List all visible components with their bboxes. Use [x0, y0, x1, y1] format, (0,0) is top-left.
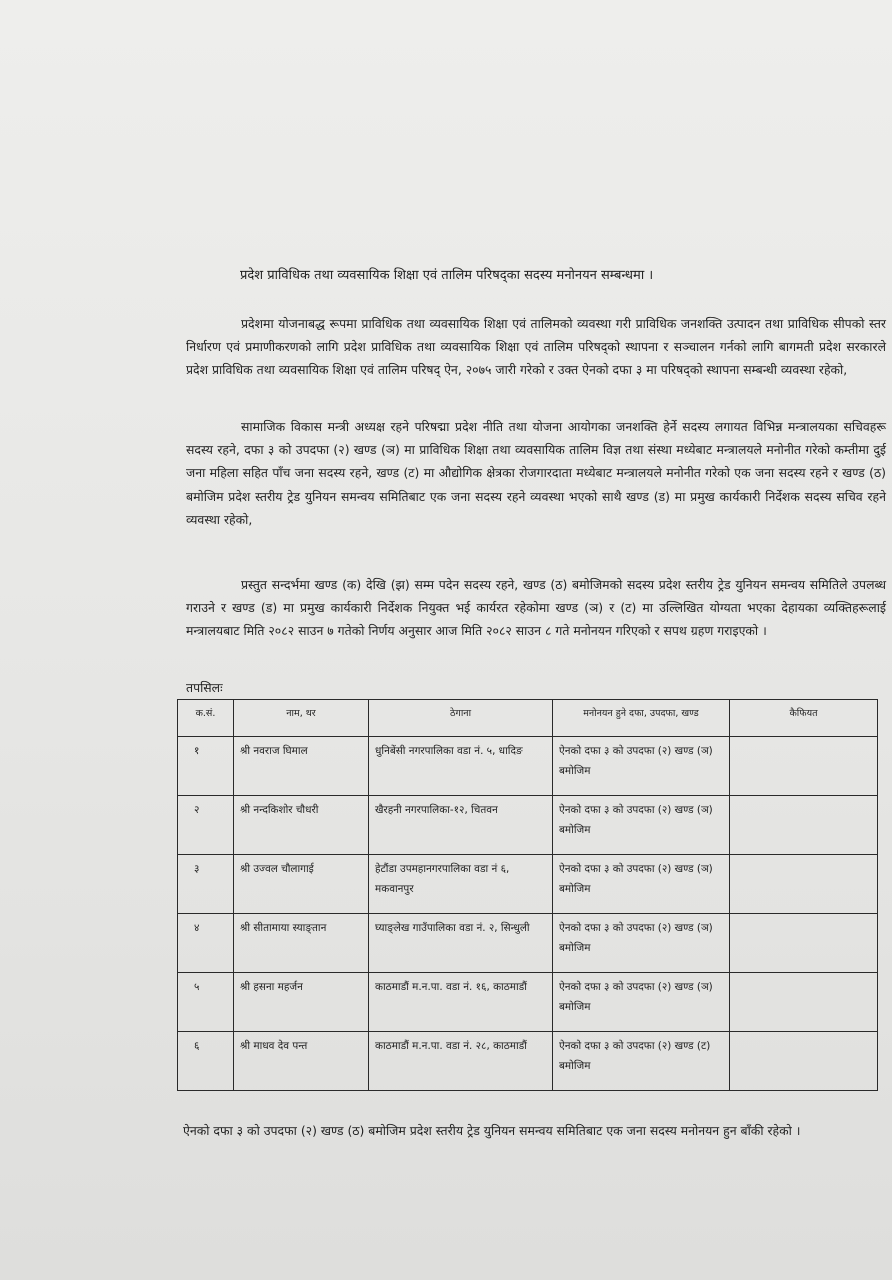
- paragraph-1: [186, 312, 886, 382]
- cell-serial: २: [178, 796, 234, 855]
- table-row: [178, 914, 878, 973]
- cell-address: धुनिबेंसी नगरपालिका वडा नं. ५, धादिङ: [369, 737, 553, 796]
- cell-serial: ४: [178, 914, 234, 973]
- cell-name: श्री नन्दकिशोर चौधरी: [234, 796, 369, 855]
- cell-serial: ६: [178, 1032, 234, 1091]
- cell-remarks: [730, 855, 878, 914]
- header-name: नाम, थर: [234, 700, 369, 737]
- nominee-table: [177, 699, 878, 1091]
- paragraph-3: [186, 573, 886, 643]
- cell-name: श्री नवराज घिमाल: [234, 737, 369, 796]
- table-header-row: [178, 700, 878, 737]
- cell-remarks: [730, 796, 878, 855]
- cell-serial: ५: [178, 973, 234, 1032]
- header-remarks: कैफियत: [730, 700, 878, 737]
- cell-clause: ऐनको दफा ३ को उपदफा (२) खण्ड (ट) बमोजिम: [553, 1032, 730, 1091]
- cell-clause: ऐनको दफा ३ को उपदफा (२) खण्ड (ञ) बमोजिम: [553, 973, 730, 1032]
- cell-address: हेटौंडा उपमहानगरपालिका वडा नं ६, मकवानपुर: [369, 855, 553, 914]
- closing-note: ऐनको दफा ३ को उपदफा (२) खण्ड (ठ) बमोजिम प्रदेश स्तरीय ट्रेड युनियन समन्वय समितिबाट एक जना सदस्य मनोनयन हुन बाँकी रहेको ।: [183, 1123, 801, 1138]
- cell-name: श्री हसना महर्जन: [234, 973, 369, 1032]
- header-serial: क.सं.: [178, 700, 234, 737]
- cell-serial: ३: [178, 855, 234, 914]
- table-row: [178, 737, 878, 796]
- table-row: [178, 973, 878, 1032]
- cell-address: खैरहनी नगरपालिका-१२, चितवन: [369, 796, 553, 855]
- cell-remarks: [730, 737, 878, 796]
- paragraph-text: सामाजिक विकास मन्त्री अध्यक्ष रहने परिषद्मा प्रदेश नीति तथा योजना आयोगका जनशक्ति हेर्ने सदस्य लगायत विभिन्न मन्त्रालयका सचिवहरू सदस्य रहने, दफा ३ को उपदफा (२) खण्ड (ञ) मा प्राविधिक शिक्षा तथा व्यवसायिक तालिम विज्ञ तथा संस्था मध्येबाट मन्त्रालयले मनोनीत गरेको कम्तीमा दुई जना महिला सहित पाँच जना सदस्य रहने, खण्ड (ट) मा औद्योगिक क्षेत्रका रोजगारदाता मध्येबाट मन्त्रालयले मनोनीत गरेको एक जना सदस्य रहने र खण्ड (ठ) बमोजिम प्रदेश स्तरीय ट्रेड युनियन समन्वय समितिबाट एक जना सदस्य रहने व्यवस्था भएको साथै खण्ड (ड) मा प्रमुख कार्यकारी निर्देशक सदस्य सचिव रहने व्यवस्था रहेको,: [186, 419, 886, 527]
- cell-name: श्री माधव देव पन्त: [234, 1032, 369, 1091]
- cell-clause: ऐनको दफा ३ को उपदफा (२) खण्ड (ञ) बमोजिम: [553, 796, 730, 855]
- document-title: प्रदेश प्राविधिक तथा व्यवसायिक शिक्षा एवं तालिम परिषद्का सदस्य मनोनयन सम्बन्धमा ।: [240, 268, 654, 283]
- cell-clause: ऐनको दफा ३ को उपदफा (२) खण्ड (ञ) बमोजिम: [553, 914, 730, 973]
- cell-name: श्री सीतामाया स्याङ्तान: [234, 914, 369, 973]
- header-address: ठेगाना: [369, 700, 553, 737]
- header-clause: मनोनयन हुने दफा, उपदफा, खण्ड: [553, 700, 730, 737]
- schedule-label: तपसिलः: [186, 680, 223, 695]
- paragraph-2: [186, 415, 886, 531]
- cell-remarks: [730, 973, 878, 1032]
- table-row: [178, 1032, 878, 1091]
- cell-serial: १: [178, 737, 234, 796]
- paragraph-text: प्रस्तुत सन्दर्भमा खण्ड (क) देखि (झ) सम्म पदेन सदस्य रहने, खण्ड (ठ) बमोजिमको सदस्य प्रदेश स्तरीय ट्रेड युनियन समन्वय समितिले उपलब्ध गराउने र खण्ड (ड) मा प्रमुख कार्यकारी निर्देशक नियुक्त भई कार्यरत रहेकोमा खण्ड (ञ) र (ट) मा उल्लिखित योग्यता भएका देहायका व्यक्तिहरूलाई मन्त्रालयबाट मिति २०८२ साउन ७ गतेको निर्णय अनुसार आज मिति २०८२ साउन ८ गते मनोनयन गरिएको र सपथ ग्रहण गराइएको ।: [186, 577, 886, 639]
- table-row: [178, 855, 878, 914]
- cell-name: श्री उज्वल चौलागाई: [234, 855, 369, 914]
- cell-address: काठमाडौं म.न.पा. वडा नं. २८, काठमाडौं: [369, 1032, 553, 1091]
- cell-clause: ऐनको दफा ३ को उपदफा (२) खण्ड (ञ) बमोजिम: [553, 855, 730, 914]
- cell-address: काठमाडौं म.न.पा. वडा नं. १६, काठमाडौं: [369, 973, 553, 1032]
- cell-remarks: [730, 1032, 878, 1091]
- cell-address: घ्याङ्लेख गाउँपालिका वडा नं. २, सिन्धुली: [369, 914, 553, 973]
- cell-remarks: [730, 914, 878, 973]
- paragraph-text: प्रदेशमा योजनाबद्ध रूपमा प्राविधिक तथा व्यवसायिक शिक्षा एवं तालिमको व्यवस्था गरी प्राविधिक जनशक्ति उत्पादन तथा प्राविधिक सीपको स्तर निर्धारण एवं प्रमाणीकरणको लागि प्रदेश प्राविधिक तथा व्यवसायिक शिक्षा एवं तालिम परिषद्को स्थापना र सञ्चालन गर्नको लागि बागमती प्रदेश सरकारले प्रदेश प्राविधिक तथा व्यवसायिक शिक्षा एवं तालिम परिषद् ऐन, २०७५ जारी गरेको र उक्त ऐनको दफा ३ मा परिषद्को स्थापना सम्बन्धी व्यवस्था रहेको,: [186, 316, 886, 378]
- cell-clause: ऐनको दफा ३ को उपदफा (२) खण्ड (ञ) बमोजिम: [553, 737, 730, 796]
- table-row: [178, 796, 878, 855]
